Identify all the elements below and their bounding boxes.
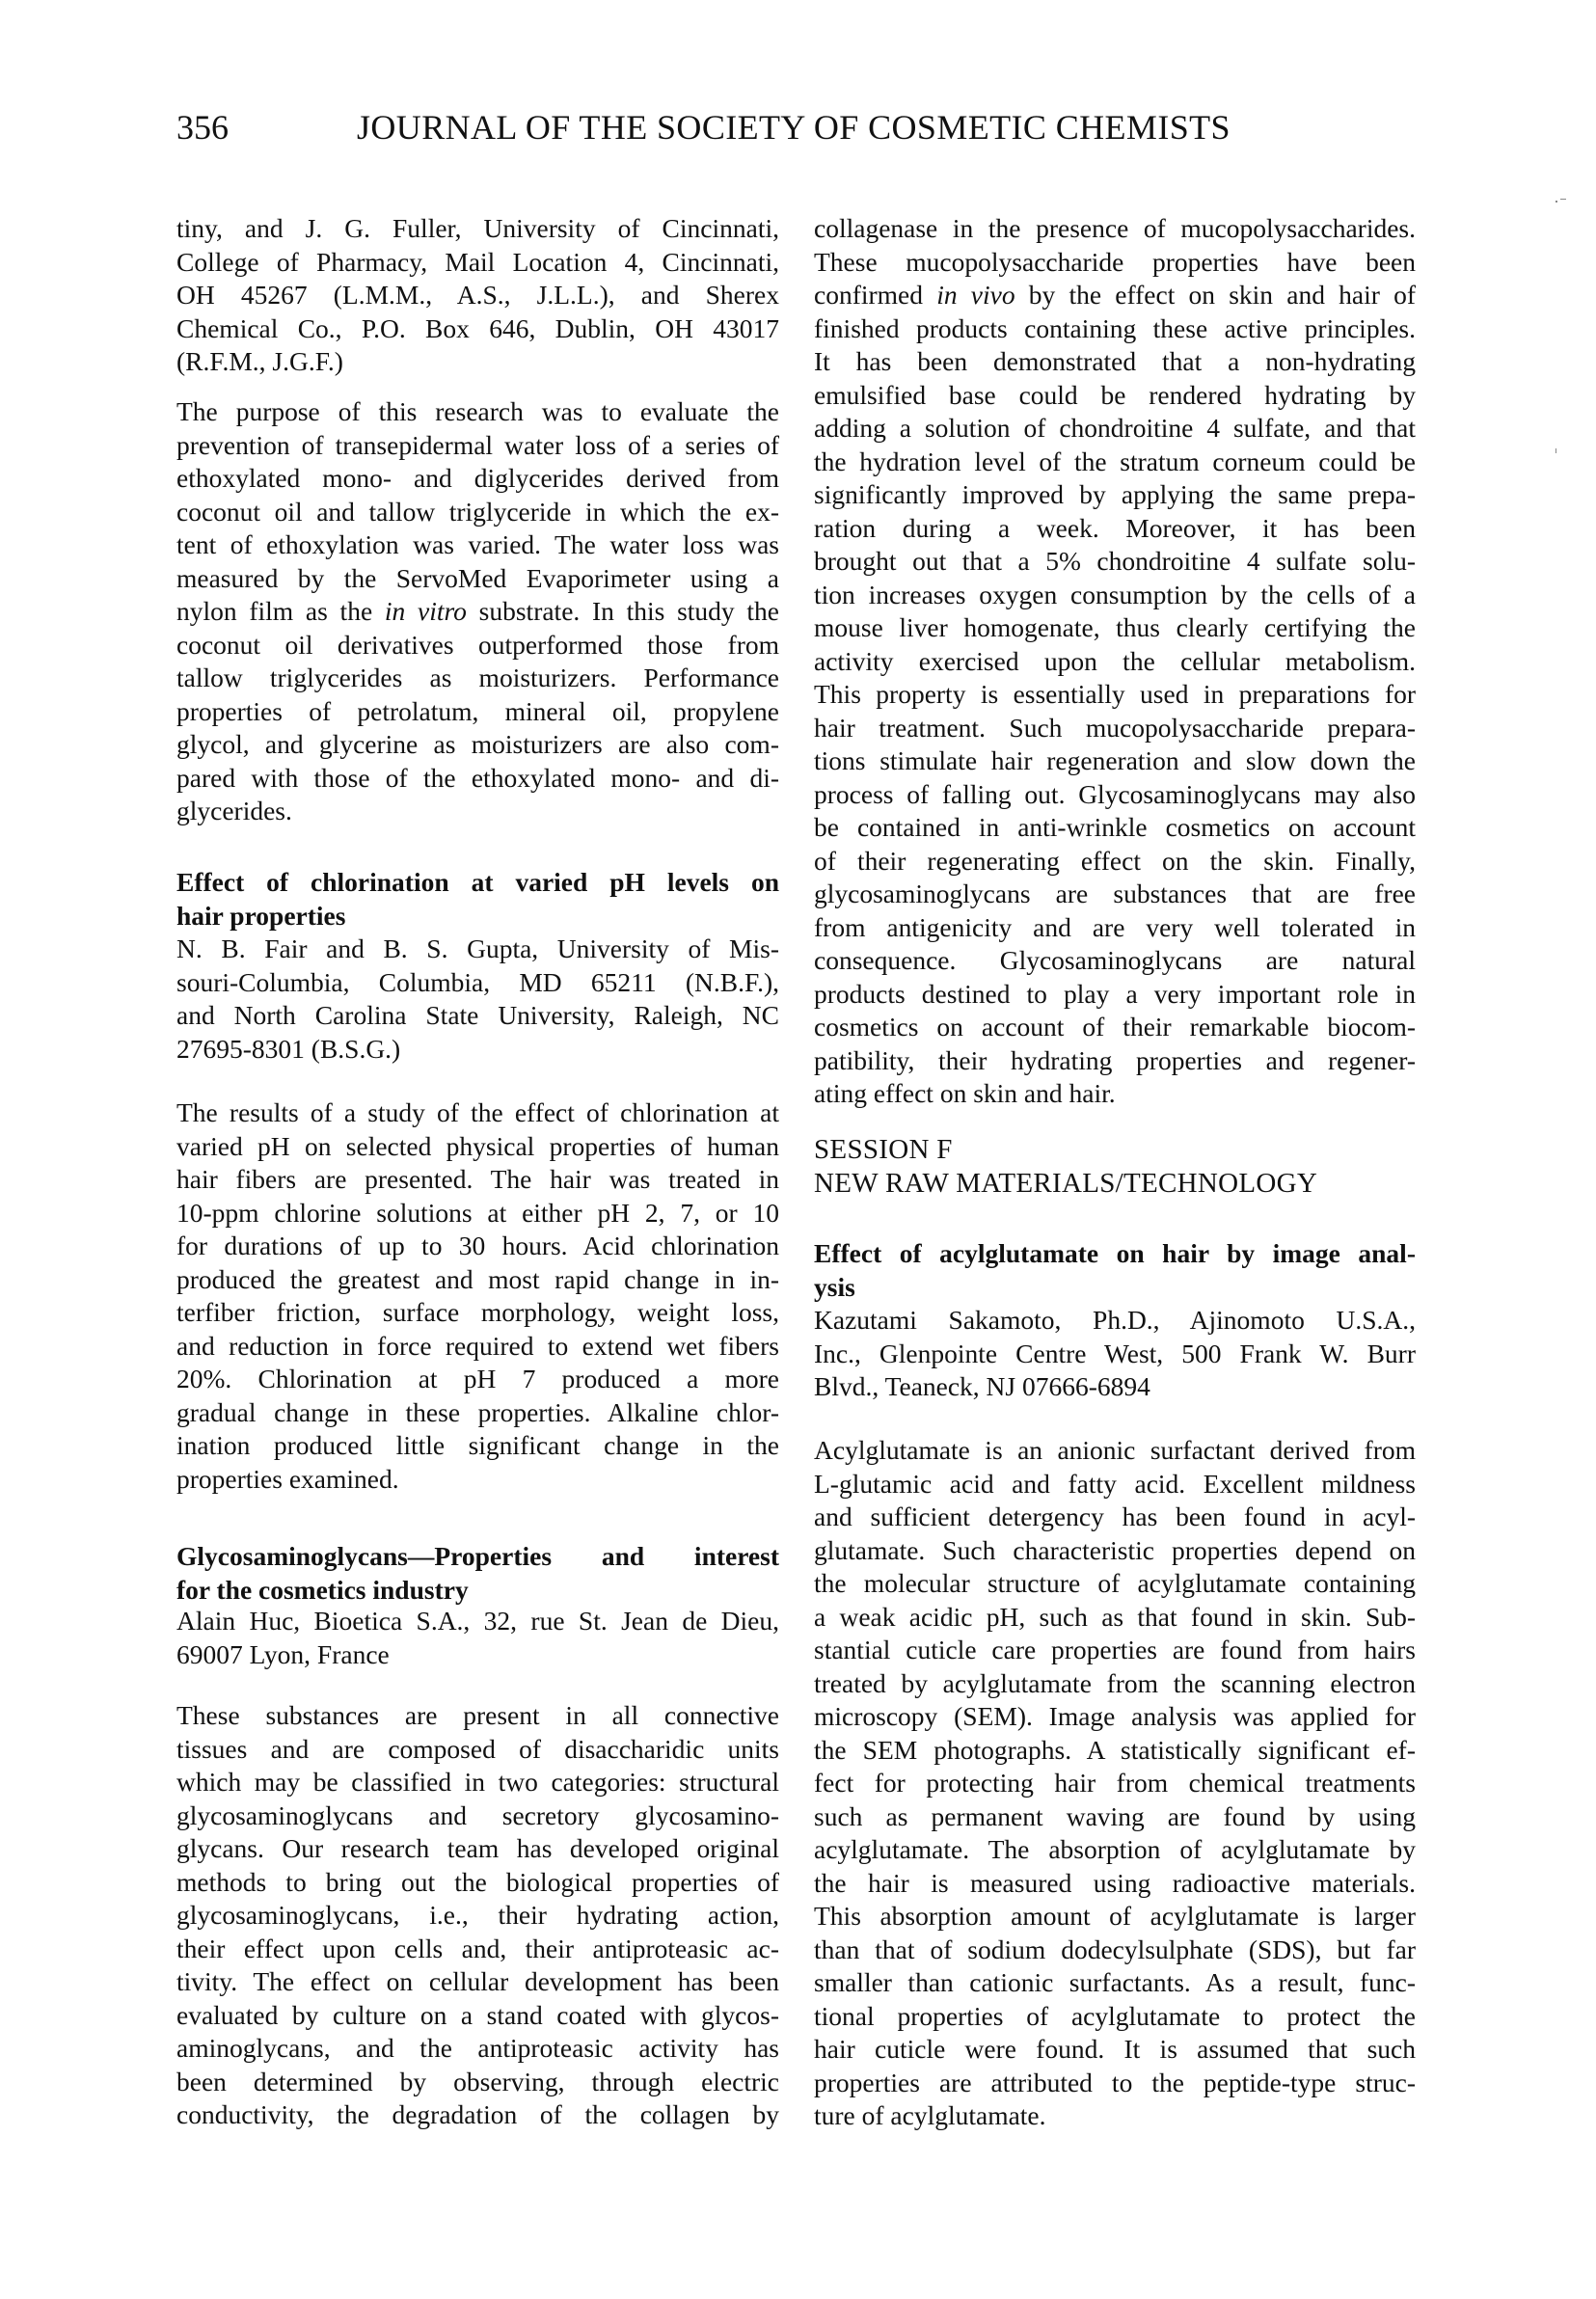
text-line: tiny, and J. G. Fuller, University of Cincinnati,: [176, 213, 779, 243]
text-line: souri-Columbia, Columbia, MD 65211 (N.B.F.),: [176, 966, 779, 997]
abstract-glycosaminoglycans-continued: [814, 212, 1416, 1111]
text-line: The purpose of this research was to evaluate the: [176, 396, 779, 426]
abstract-chlorination: [176, 1096, 779, 1496]
text-line: Alain Huc, Bioetica S.A., 32, rue St. Jean de Dieu,: [176, 1606, 779, 1636]
text-line: 20%. Chlorination at pH 7 produced a more: [176, 1364, 779, 1393]
text-line: ture of acylglutamate.: [814, 2100, 1046, 2130]
text-line: Glycosaminoglycans—Properties and interest: [176, 1541, 779, 1571]
text-line: ysis: [814, 1271, 855, 1302]
text-line: ating effect on skin and hair.: [814, 1078, 1116, 1108]
text-line: products destined to play a very important role in: [814, 978, 1416, 1009]
continued-affiliation: [176, 212, 779, 379]
text-line: tions stimulate hair regeneration and slow down the: [814, 745, 1416, 775]
text-line: glycerides.: [176, 796, 292, 825]
text-line: ration during a week. Moreover, it has been: [814, 512, 1416, 543]
text-line: activity exercised upon the cellular metabolism.: [814, 645, 1416, 676]
text-line: and North Carolina State University, Raleigh, NC: [176, 1000, 779, 1030]
text-line: significantly improved by applying the same prepa-: [814, 479, 1416, 509]
article-authors-chlorination: [176, 933, 779, 1066]
text-line: tent of ethoxylation was varied. The water loss was: [176, 529, 779, 559]
text-line: adding a solution of chondroitine 4 sulfate, and that: [814, 413, 1416, 443]
text-line: It has been demonstrated that a non-hydrating: [814, 346, 1416, 376]
text-line: These mucopolysaccharide properties have been: [814, 246, 1416, 277]
page-number: 356: [176, 108, 229, 147]
text-line: mouse liver homogenate, thus clearly certifying the: [814, 612, 1416, 642]
text-line: glycosaminoglycans and secretory glycosamino-: [176, 1799, 779, 1830]
text-line: consequence. Glycosaminoglycans are natural: [814, 945, 1416, 975]
abstract-acylglutamate: [814, 1434, 1416, 2133]
text-line: tallow triglycerides as moisturizers. Performance: [176, 663, 779, 692]
text-line: stantial cuticle care properties are found from hairs: [814, 1635, 1416, 1664]
text-line: Acylglutamate is an anionic surfactant derived from: [814, 1435, 1416, 1465]
text-line: tivity. The effect on cellular development has been: [176, 1966, 779, 1996]
text-line: glycans. Our research team has developed original: [176, 1833, 779, 1863]
text-line: process of falling out. Glycosaminoglycans may also: [814, 778, 1416, 809]
text-line: which may be classified in two categories: structural: [176, 1767, 779, 1797]
text-line: from antigenicity and are very well tolerated in: [814, 911, 1416, 942]
article-title-acylglutamate: [814, 1237, 1416, 1304]
text-line: hair fibers are presented. The hair was treated in: [176, 1164, 779, 1194]
text-line: nylon film as the in vitro substrate. In this study the: [176, 596, 779, 626]
text-line: glycosaminoglycans, i.e., their hydrating action,: [176, 1900, 779, 1930]
abstract-glycosaminoglycans: [176, 1699, 779, 2132]
text-line: (R.F.M., J.G.F.): [176, 346, 343, 376]
italic-term: in vitro: [384, 596, 467, 626]
text-line: be contained in anti-wrinkle cosmetics on account: [814, 812, 1416, 842]
text-line: for durations of up to 30 hours. Acid chlorination: [176, 1231, 779, 1260]
text-line: This absorption amount of acylglutamate is larger: [814, 1901, 1416, 1931]
text-line: This property is essentially used in preparations for: [814, 679, 1416, 709]
text-line: OH 45267 (L.M.M., A.S., J.L.L.), and Sherex: [176, 280, 779, 310]
text-line: treated by acylglutamate from the scanning electron: [814, 1667, 1416, 1698]
text-line: glycosaminoglycans are substances that are free: [814, 879, 1416, 908]
article-title-chlorination: [176, 866, 779, 933]
text-line: finished products containing these active principles.: [814, 312, 1416, 343]
text-line: evaluated by culture on a stand coated with glycos-: [176, 1999, 779, 2030]
text-line: collagenase in the presence of mucopolysaccharides.: [814, 213, 1416, 243]
text-line: Chemical Co., P.O. Box 646, Dublin, OH 43017: [176, 312, 779, 343]
text-line: tissues and are composed of disaccharidic units: [176, 1733, 779, 1764]
text-line: microscopy (SEM). Image analysis was applied for: [814, 1701, 1416, 1731]
article-authors-glycosaminoglycans: [176, 1605, 779, 1671]
text-line: measured by the ServoMed Evaporimeter using a: [176, 562, 779, 593]
text-line: been determined by observing, through electric: [176, 2066, 779, 2096]
text-line: prevention of transepidermal water loss of a series of: [176, 429, 779, 460]
text-line: the hydration level of the stratum corneum could be: [814, 446, 1416, 476]
text-line: Effect of chlorination at varied pH levels on: [176, 867, 779, 897]
text-line: and sufficient detergency has been found in acyl-: [814, 1501, 1416, 1531]
text-line: ethoxylated mono- and diglycerides derived from: [176, 463, 779, 493]
text-line: cosmetics on account of their remarkable biocom-: [814, 1012, 1416, 1041]
text-line: 69007 Lyon, France: [176, 1638, 390, 1669]
text-line: of their regenerating effect on the skin. Finally,: [814, 845, 1416, 876]
text-line: aminoglycans, and the antiproteasic activity has: [176, 2033, 779, 2063]
text-line: emulsified base could be rendered hydrating by: [814, 379, 1416, 410]
text-line: 10-ppm chlorine solutions at either pH 2, 7, or 10: [176, 1197, 779, 1228]
text-line: College of Pharmacy, Mail Location 4, Cincinnati,: [176, 246, 779, 277]
text-line: coconut oil derivatives outperformed those from: [176, 629, 779, 660]
session-title: NEW RAW MATERIALS/TECHNOLOGY: [814, 1167, 1318, 1199]
text-line: their effect upon cells and, their antiproteasic ac-: [176, 1933, 779, 1963]
text-line: for the cosmetics industry: [176, 1574, 469, 1605]
text-line: such as permanent waving are found by using: [814, 1800, 1416, 1831]
text-line: These substances are present in all connective: [176, 1700, 779, 1730]
text-line: Blvd., Teaneck, NJ 07666-6894: [814, 1371, 1150, 1401]
text-line: Kazutami Sakamoto, Ph.D., Ajinomoto U.S.A.,: [814, 1305, 1416, 1335]
text-line: 27695-8301 (B.S.G.): [176, 1033, 401, 1064]
text-line: the SEM photographs. A statistically significant ef-: [814, 1734, 1416, 1765]
text-line: coconut oil and tallow triglyceride in which the ex-: [176, 496, 779, 527]
text-line: hair treatment. Such mucopolysaccharide prepara-: [814, 712, 1416, 743]
text-line: produced the greatest and most rapid change in in-: [176, 1263, 779, 1294]
text-line: N. B. Fair and B. S. Gupta, University of Mis-: [176, 933, 779, 963]
text-line: varied pH on selected physical properties of human: [176, 1130, 779, 1161]
text-line: glutamate. Such characteristic properties depend on: [814, 1534, 1416, 1565]
journal-title: JOURNAL OF THE SOCIETY OF COSMETIC CHEMISTS: [357, 108, 1231, 147]
text-line: acylglutamate. The absorption of acylglutamate by: [814, 1834, 1416, 1864]
text-line: and reduction in force required to extend wet fibers: [176, 1330, 779, 1361]
italic-term: in vivo: [936, 280, 1015, 310]
abstract-moisturizers: [176, 395, 779, 828]
text-line: glycol, and glycerine as moisturizers are also com-: [176, 729, 779, 759]
text-line: hair cuticle were found. It is assumed that such: [814, 2034, 1416, 2064]
text-line: tional properties of acylglutamate to protect the: [814, 2000, 1416, 2031]
text-line: confirmed in vivo by the effect on skin and hair of: [814, 280, 1416, 310]
text-line: Inc., Glenpointe Centre West, 500 Frank W. Burr: [814, 1338, 1416, 1368]
session-label: SESSION F: [814, 1134, 953, 1165]
text-line: fect for protecting hair from chemical treatments: [814, 1768, 1416, 1798]
session-heading: [814, 1133, 1416, 1200]
text-line: brought out that a 5% chondroitine 4 sulfate solu-: [814, 546, 1416, 576]
text-line: the hair is measured using radioactive materials.: [814, 1867, 1416, 1898]
text-line: properties are attributed to the peptide-type struc-: [814, 2067, 1416, 2097]
text-line: Effect of acylglutamate on hair by image anal-: [814, 1238, 1416, 1268]
running-head: [176, 108, 1247, 147]
scan-artifact: [1555, 448, 1556, 453]
text-line: The results of a study of the effect of chlorination at: [176, 1097, 779, 1127]
text-line: ination produced little significant change in the: [176, 1430, 779, 1460]
article-title-glycosaminoglycans: [176, 1540, 779, 1607]
scan-artifact: [1560, 199, 1566, 200]
text-line: properties examined.: [176, 1463, 399, 1494]
text-line: terfiber friction, surface morphology, weight loss,: [176, 1297, 779, 1327]
text-line: methods to bring out the biological properties of: [176, 1866, 779, 1897]
text-line: patibility, their hydrating properties and regener-: [814, 1044, 1416, 1075]
text-line: than that of sodium dodecylsulphate (SDS), but far: [814, 1934, 1416, 1964]
scan-artifact: [1555, 201, 1557, 203]
text-line: hair properties: [176, 900, 346, 931]
text-line: the molecular structure of acylglutamate containing: [814, 1568, 1416, 1598]
text-line: L-glutamic acid and fatty acid. Excellent mildness: [814, 1468, 1416, 1499]
text-line: conductivity, the degradation of the collagen by: [176, 2099, 779, 2129]
text-line: properties of petrolatum, mineral oil, propylene: [176, 695, 779, 726]
text-line: gradual change in these properties. Alkaline chlor-: [176, 1396, 779, 1427]
text-line: tion increases oxygen consumption by the cells of a: [814, 579, 1416, 609]
text-line: smaller than cationic surfactants. As a result, func-: [814, 1967, 1416, 1997]
article-authors-acylglutamate: [814, 1304, 1416, 1404]
text-line: pared with those of the ethoxylated mono- and di-: [176, 762, 779, 793]
text-line: a weak acidic pH, such as that found in skin. Sub-: [814, 1601, 1416, 1632]
